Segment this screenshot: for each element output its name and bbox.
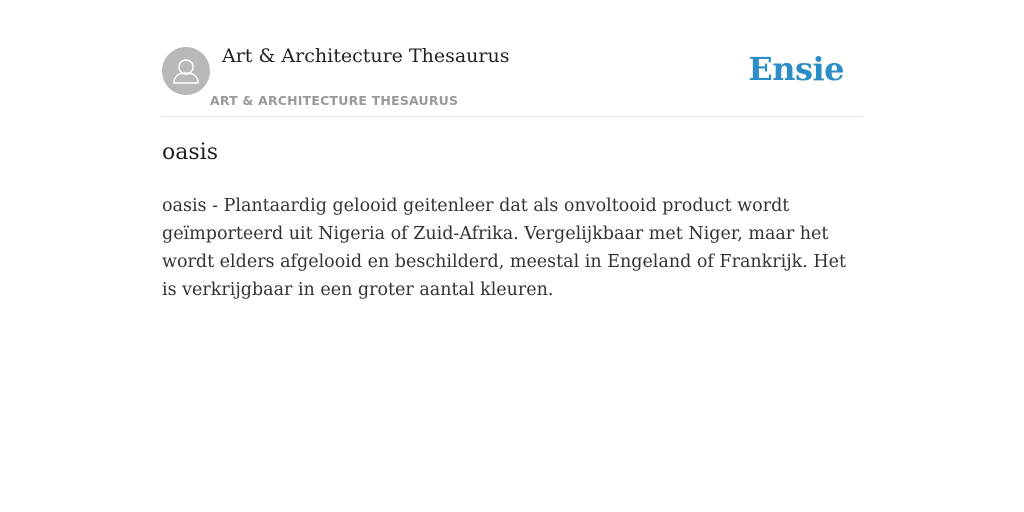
user-silhouette-icon <box>162 47 210 95</box>
entry-card <box>162 0 862 512</box>
term-title: oasis <box>162 140 218 165</box>
term-definition: oasis - Plantaardig gelooid geitenleer dat als onvoltooid product wordt geïmporteerd uit Nigeria of Zuid-Afrika. Vergelijkbaar met Niger, maar het wordt elders afgelooid en beschilderd, meestal in Engeland of Frankrijk. Het is verkrijgbaar in een groter aantal kleuren. <box>162 196 847 300</box>
author-avatar[interactable] <box>162 47 210 95</box>
entry-header <box>162 0 862 117</box>
ensie-logo[interactable]: Ensie <box>748 50 844 88</box>
author-name-link[interactable]: Art & Architecture Thesaurus <box>222 45 510 67</box>
source-label: ART & ARCHITECTURE THESAURUS <box>210 93 459 108</box>
